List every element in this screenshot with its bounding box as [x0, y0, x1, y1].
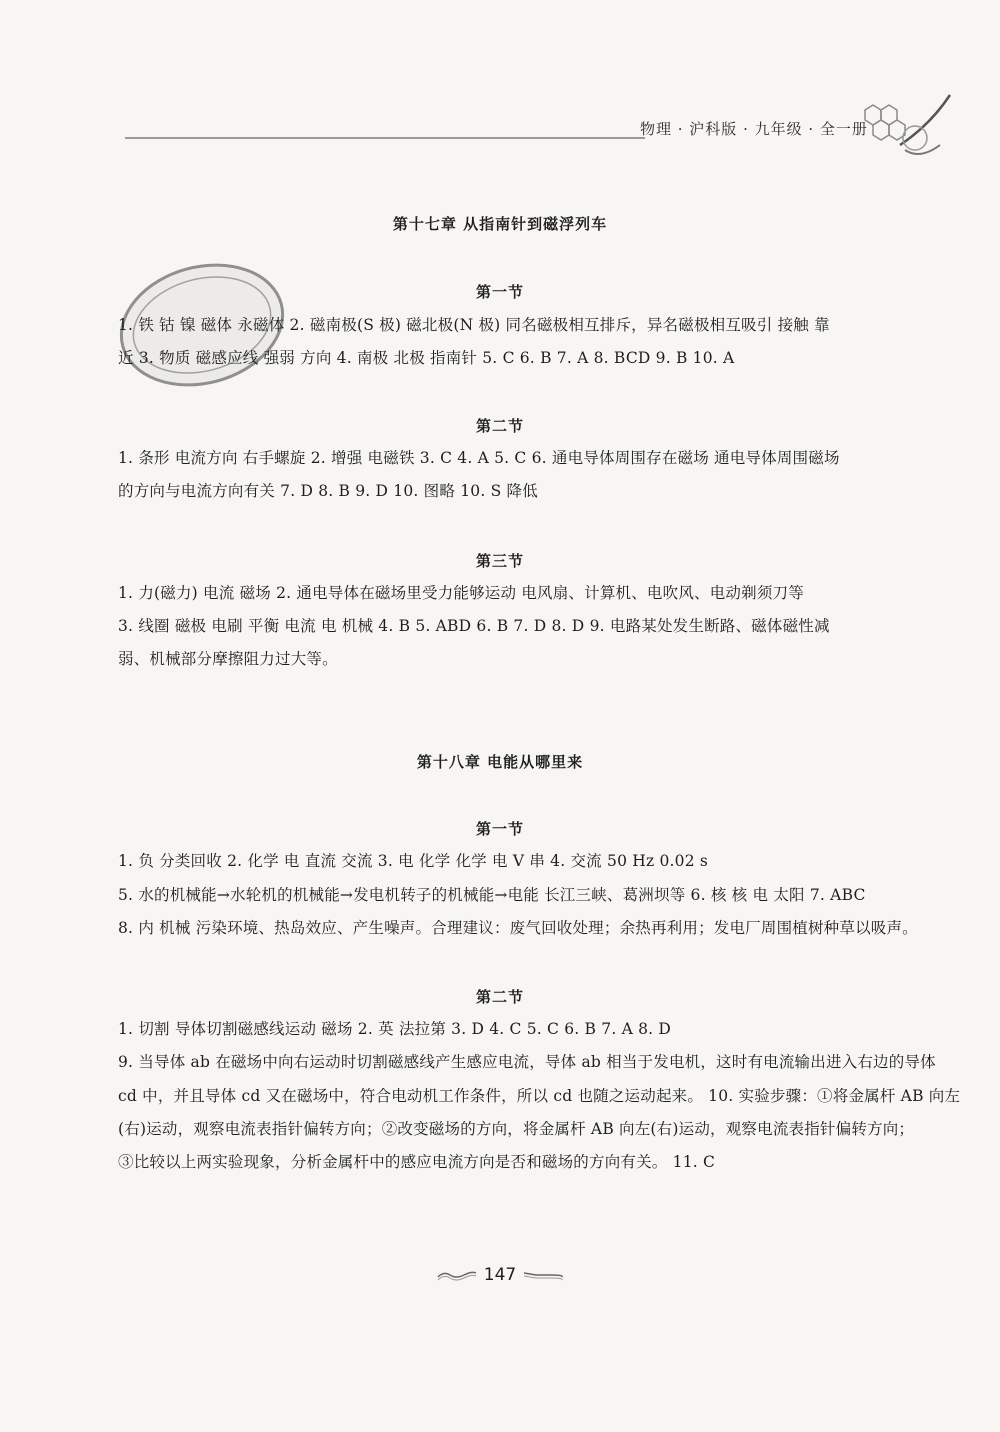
answer-line: 1. 力(磁力) 电流 磁场 2. 通电导体在磁场里受力能够运动 电风扇、计算机、电吹风、电动剃须刀等 [118, 584, 804, 602]
answer-line: 8. 内 机械 污染环境、热岛效应、产生噪声。合理建议：废气回收处理；余热再利用；发电厂周围植树种草以吸声。 [118, 919, 918, 937]
answer-line: 9. 当导体 ab 在磁场中向右运动时切割磁感线产生感应电流，导体 ab 相当于发电机，这时有电流输出进入右边的导体 [118, 1053, 936, 1071]
section-title: 第一节 [475, 283, 524, 301]
section-title: 第三节 [475, 552, 524, 570]
answer-line: 的方向与电流方向有关 7. D 8. B 9. D 10. 图略 10. S 降低 [118, 482, 538, 500]
page-footer [0, 1265, 1000, 1287]
header-rule [125, 137, 645, 139]
answer-line: 1. 铁 钴 镍 磁体 永磁体 2. 磁南极(S 极) 磁北极(N 极) 同名磁极相互排斥，异名磁极相互吸引 接触 靠 [118, 316, 830, 334]
answer-line: 近 3. 物质 磁感应线 强弱 方向 4. 南极 北极 指南针 5. C 6. B 7. A 8. BCD 9. B 10. A [118, 349, 735, 367]
answer-line: 3. 线圈 磁极 电刷 平衡 电流 电 机械 4. B 5. ABD 6. B 7. D 8. D 9. 电路某处发生断路、磁体磁性减 [118, 617, 830, 635]
section-title: 第一节 [475, 820, 524, 838]
answer-line: 1. 切割 导体切割磁感线运动 磁场 2. 英 法拉第 3. D 4. C 5. C 6. B 7. A 8. D [118, 1020, 672, 1038]
section-title: 第二节 [475, 988, 524, 1006]
header-subtitle: 物理 · 沪科版 · 九年级 · 全一册 [640, 120, 868, 138]
section-title: 第二节 [475, 417, 524, 435]
chapter-title: 第十七章 从指南针到磁浮列车 [392, 215, 608, 233]
page-number: 147 [483, 1265, 517, 1285]
answer-line: 1. 条形 电流方向 右手螺旋 2. 增强 电磁铁 3. C 4. A 5. C 6. 通电导体周围存在磁场 通电导体周围磁场 [118, 449, 840, 467]
chapter-title: 第十八章 电能从哪里来 [416, 753, 584, 771]
wave-ornament-icon [522, 1268, 564, 1282]
answer-line: ③比较以上两实验现象，分析金属杆中的感应电流方向是否和磁场的方向有关。 11. C [118, 1153, 716, 1171]
wave-ornament-icon [436, 1268, 478, 1282]
honeycomb-logo-icon [845, 90, 955, 170]
answer-line: cd 中，并且导体 cd 又在磁场中，符合电动机工作条件，所以 cd 也随之运动起来。 10. 实验步骤：①将金属杆 AB 向左 [118, 1087, 961, 1105]
answer-line: 1. 负 分类回收 2. 化学 电 直流 交流 3. 电 化学 化学 电 V 串 4. 交流 50 Hz 0.02 s [118, 852, 709, 870]
answer-line: 5. 水的机械能→水轮机的机械能→发电机转子的机械能→电能 长江三峡、葛洲坝等 6. 核 核 电 太阳 7. ABC [118, 886, 866, 904]
answer-line: 弱、机械部分摩擦阻力过大等。 [118, 650, 338, 668]
answer-line: (右)运动，观察电流表指针偏转方向；②改变磁场的方向，将金属杆 AB 向左(右)运动，观察电流表指针偏转方向； [118, 1120, 915, 1138]
